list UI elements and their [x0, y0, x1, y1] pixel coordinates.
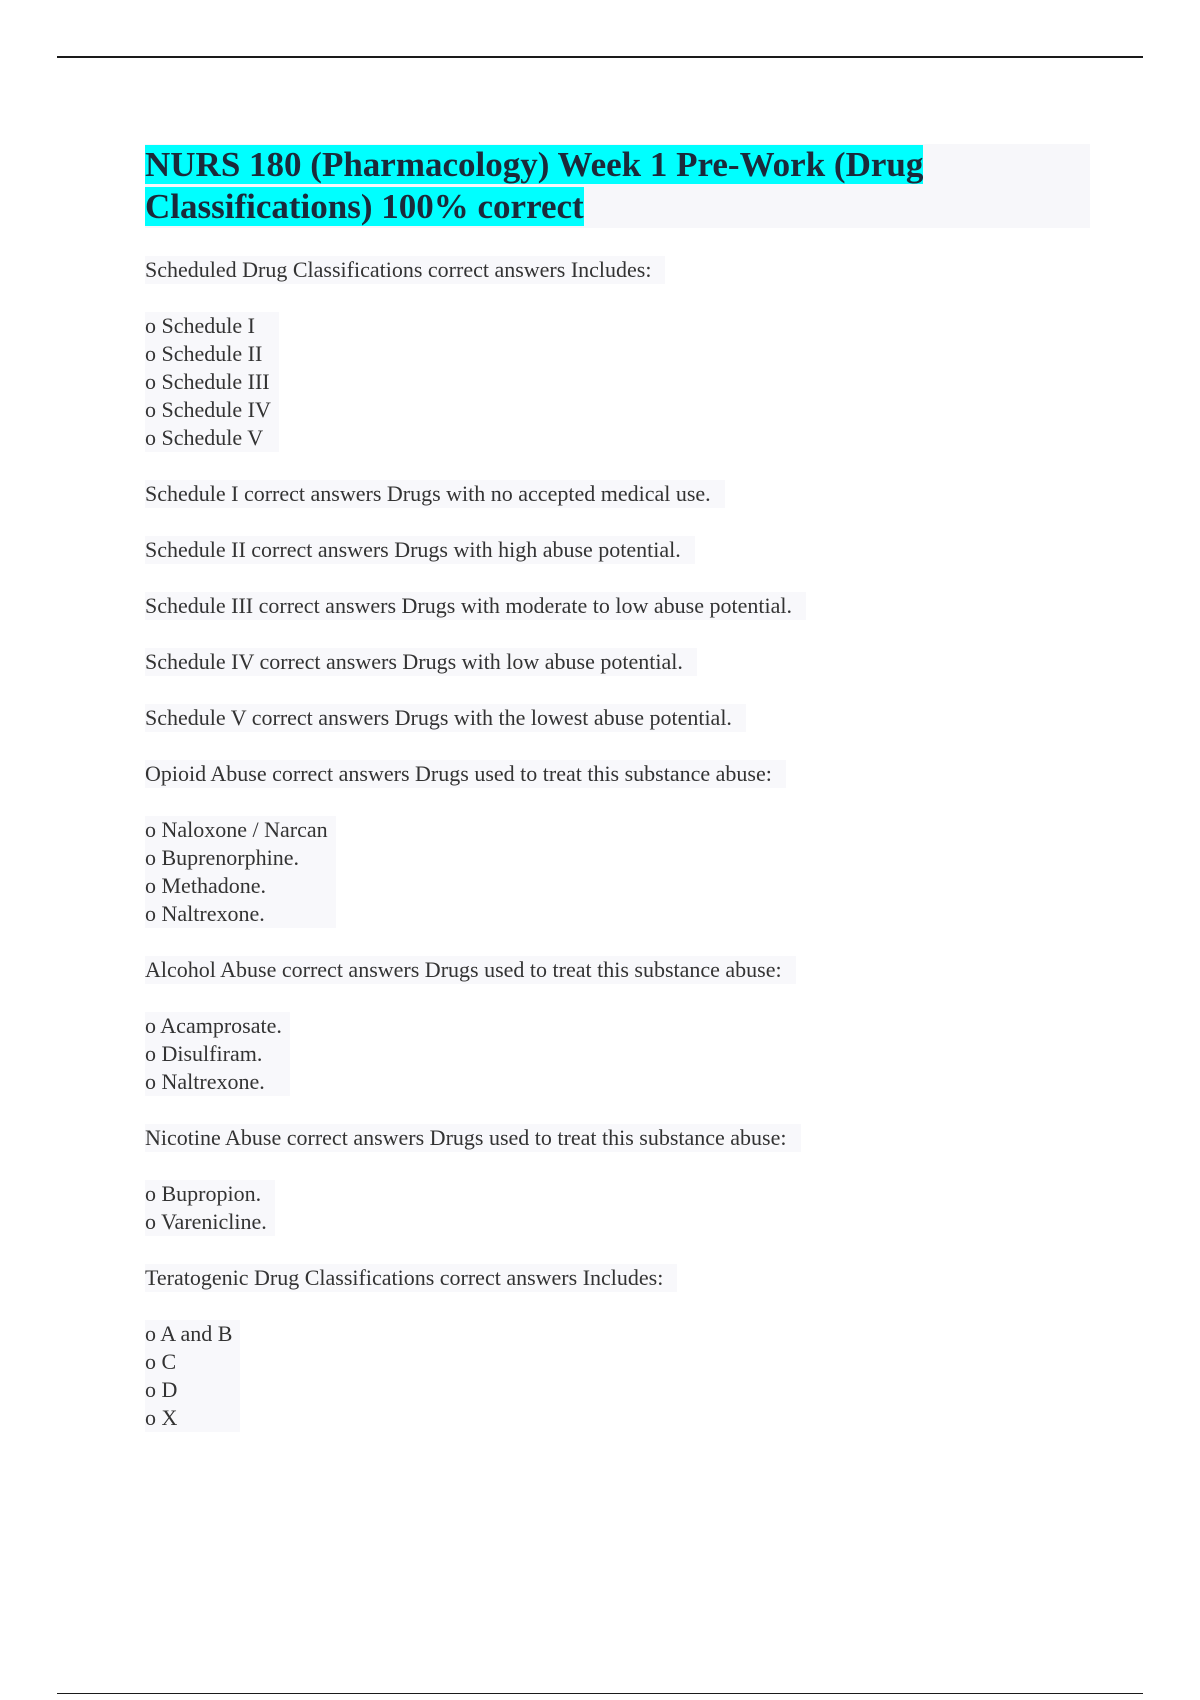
paragraph-text: Schedule IV correct answers Drugs with low abuse potential. [145, 648, 697, 676]
list-box [145, 312, 279, 452]
paragraph-text: Teratogenic Drug Classifications correct answers Includes: [145, 1264, 677, 1292]
list-item: o C [145, 1349, 177, 1374]
answer-list [145, 312, 1090, 452]
list-item: o Naloxone / Narcan [145, 817, 328, 842]
question-paragraph [145, 536, 1090, 564]
list-item: o Schedule IV [145, 397, 271, 422]
list-item: o Disulfiram. [145, 1041, 263, 1066]
list-item: o A and B [145, 1321, 233, 1346]
list-item: o Schedule I [145, 313, 255, 338]
answer-list [145, 1012, 1090, 1096]
list-item: o Methadone. [145, 873, 266, 898]
bottom-rule [57, 1693, 1143, 1694]
answer-list [145, 816, 1090, 928]
paragraph-text: Schedule III correct answers Drugs with moderate to low abuse potential. [145, 592, 806, 620]
paragraph-text: Alcohol Abuse correct answers Drugs used to treat this substance abuse: [145, 956, 796, 984]
list-item: o Naltrexone. [145, 1069, 265, 1094]
paragraph-text: Opioid Abuse correct answers Drugs used to treat this substance abuse: [145, 760, 786, 788]
answer-list [145, 1180, 1090, 1236]
question-paragraph [145, 648, 1090, 676]
paragraph-text: Schedule II correct answers Drugs with high abuse potential. [145, 536, 695, 564]
list-item: o D [145, 1377, 178, 1402]
question-paragraph [145, 760, 1090, 788]
list-box [145, 1320, 240, 1432]
list-box [145, 816, 336, 928]
top-rule [57, 56, 1143, 58]
answer-list [145, 1320, 1090, 1432]
question-paragraph [145, 704, 1090, 732]
question-paragraph [145, 956, 1090, 984]
title-highlight: NURS 180 (Pharmacology) Week 1 Pre-Work (Drug Classifications) 100% correct [145, 145, 924, 226]
document-body [145, 144, 1090, 1460]
list-item: o Naltrexone. [145, 901, 265, 926]
paragraph-text: Schedule I correct answers Drugs with no accepted medical use. [145, 480, 725, 508]
list-box [145, 1180, 275, 1236]
list-item: o Schedule II [145, 341, 263, 366]
question-paragraph [145, 480, 1090, 508]
question-paragraph [145, 1124, 1090, 1152]
document-title [145, 144, 1090, 228]
paragraph-text: Schedule V correct answers Drugs with the lowest abuse potential. [145, 704, 746, 732]
list-item: o Varenicline. [145, 1209, 267, 1234]
paragraph-text: Scheduled Drug Classifications correct answers Includes: [145, 256, 665, 284]
question-paragraph [145, 592, 1090, 620]
question-paragraph [145, 1264, 1090, 1292]
list-item: o Schedule V [145, 425, 264, 450]
list-item: o Buprenorphine. [145, 845, 299, 870]
list-item: o Schedule III [145, 369, 270, 394]
list-item: o X [145, 1405, 178, 1430]
sections-container [145, 256, 1090, 1432]
paragraph-text: Nicotine Abuse correct answers Drugs used to treat this substance abuse: [145, 1124, 801, 1152]
list-item: o Bupropion. [145, 1181, 262, 1206]
list-item: o Acamprosate. [145, 1013, 282, 1038]
list-box [145, 1012, 290, 1096]
question-paragraph [145, 256, 1090, 284]
title-block [145, 144, 1090, 228]
